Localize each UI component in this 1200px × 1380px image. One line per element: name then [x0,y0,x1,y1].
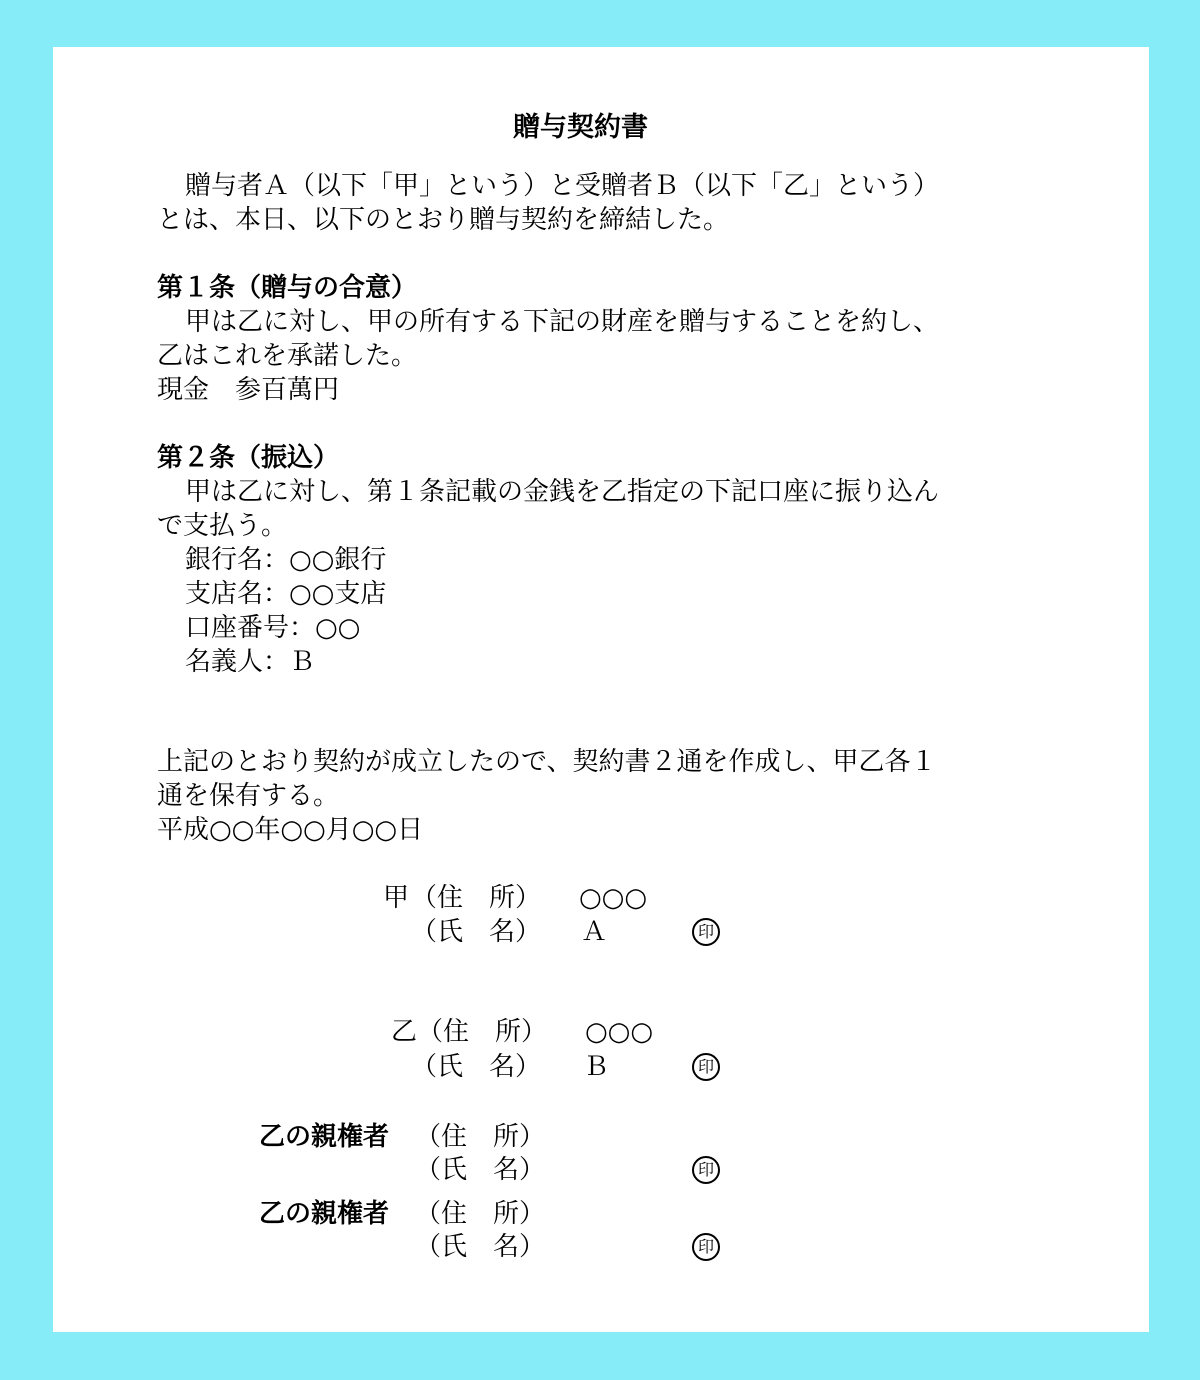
guardian-2-label: 乙の親権者 [259,1199,390,1229]
document-page [53,47,1149,1332]
article-1-line-1: 甲は乙に対し、甲の所有する下記の財産を贈与することを約し、 [185,307,940,337]
guardian-1-address-label: （住 所） [415,1122,546,1152]
party-b-name-value: Ｂ [583,1052,610,1082]
party-b-label: 乙 [391,1017,418,1047]
party-a-seal-mark: 印 [692,918,720,946]
article-2-heading: 第２条（振込） [157,443,340,473]
intro-line-1: 贈与者Ａ（以下「甲」という）と受贈者Ｂ（以下「乙」という） [185,171,940,201]
article-1-asset: 現金 参百萬円 [157,375,340,405]
contract-date: 平成○○年○○月○○日 [157,815,424,845]
account-number: 口座番号：○○ [185,613,361,643]
party-b-name-label: （氏 名） [411,1052,542,1082]
party-a-address-value: ○○○ [579,883,648,913]
guardian-1-name-label: （氏 名） [415,1155,546,1185]
party-b-address-value: ○○○ [585,1017,654,1047]
bank-name: 銀行名：○○銀行 [185,545,387,575]
intro-line-2: とは、本日、以下のとおり贈与契約を締結した。 [157,205,730,235]
guardian-1-label: 乙の親権者 [259,1122,390,1152]
branch-name: 支店名：○○支店 [185,579,387,609]
article-2-line-2: で支払う。 [157,511,288,541]
guardian-2-name-label: （氏 名） [415,1232,546,1262]
article-1-heading: 第１条（贈与の合意） [157,273,418,303]
guardian-2-seal-mark: 印 [692,1233,720,1261]
party-b-address-label: （住 所） [417,1017,548,1047]
article-2-line-1: 甲は乙に対し、第１条記載の金銭を乙指定の下記口座に振り込ん [185,477,940,507]
article-1-line-2: 乙はこれを承諾した。 [157,341,418,371]
party-a-address-label: （住 所） [411,883,542,913]
party-b-seal-mark: 印 [692,1053,720,1081]
party-a-name-label: （氏 名） [411,917,542,947]
closing-line-2: 通を保有する。 [157,781,340,811]
document-title: 贈与契約書 [513,112,648,143]
closing-line-1: 上記のとおり契約が成立したので、契約書２通を作成し、甲乙各１ [157,747,937,777]
party-a-label: 甲 [383,883,410,913]
guardian-2-address-label: （住 所） [415,1199,546,1229]
guardian-1-seal-mark: 印 [692,1156,720,1184]
party-a-name-value: Ａ [581,917,608,947]
account-holder: 名義人：Ｂ [185,647,316,677]
